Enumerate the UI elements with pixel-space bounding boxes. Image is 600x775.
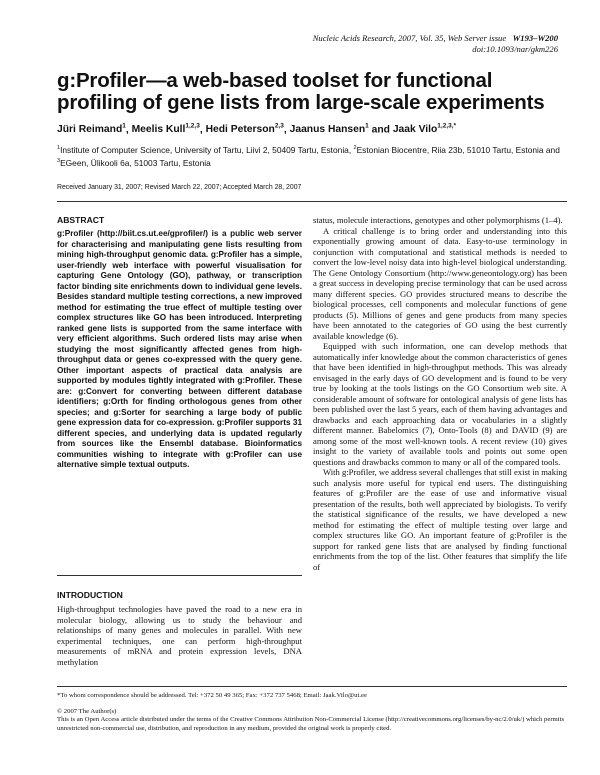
doi: doi:10.1093/nar/gkm226 (472, 43, 558, 54)
page-range: W193–W200 (512, 33, 558, 43)
left-column (57, 215, 302, 471)
introduction-section (57, 590, 302, 667)
section-separator (57, 575, 302, 576)
footnote-rule (57, 686, 567, 687)
received-dates: Received January 31, 2007; Revised March 22, 2007; Accepted March 28, 2007 (57, 184, 302, 191)
introduction-heading: INTRODUCTION (57, 590, 123, 600)
author: Hedi Peterson$^{2,3}$ (205, 123, 284, 136)
abstract-text: g:Profiler (http://biit.cs.ut.ee/gprofiler/) is a public web server for characterising and manipulating gene lists resulting from mining high-throughput genomic data. g:Profiler has a simple, user-friendly web interface with powerful visualisation for capturing Gene Ontology (GO), pathway, or transcription factor binding site enrichments down to individual gene levels. Besides standard multiple testing corrections, a new improved method for estimating the true effect of multiple testing over complex structures like GO has been introduced. Interpreting ranked gene lists is supported from the same interface with very efficient algorithms. Such ordered lists may arise when studying the most significantly affected genes from high-throughput data or genes co-expressed with the query gene. Other important aspects of practical data analysis are supported by modules tightly integrated with g:Profiler. These are: g:Convert for converting between different database identifiers; g:Orth for finding orthologous genes from other species; and g:Sorter for searching a large body of public gene expression data for co-expression. g:Profiler supports 31 different species, and underlying data is updated regularly from sources like the Ensembl database. Bioinformatics communities wishing to integrate with g:Profiler can use alternative simple textual outputs. (57, 229, 302, 469)
author: Jaak Vilo$^{1,2,3,*}$ (392, 123, 457, 136)
journal-header (313, 33, 558, 54)
body-paragraph: A critical challenge is to bring order and understanding into this exponentially growing amount of data. Easy-to-use terminology in conjunction with computational and statistical methods is needed to convert the low-level noisy data into high-level biological understanding. The Gene Ontology Consortium (http://www.geneontology.org) has been a great success in developing precise terminology that can be used across many different species. GO provides structured means to describe the biological processes, cell components and molecular functions of gene products (5). Millions of genes and gene products from many species have been annotated to the categories of GO using the best currently available knowledge (6). (313, 225, 567, 341)
affiliations: $^1$Institute of Computer Science, University of Tartu, Liivi 2, 50409 Tartu, Estonia, $^2$Estonian Biocentre, Riia 23b, 51010 Tartu, Estonia and $^3$EGeen, Ülikooli 6a, 51003 Tartu, Estonia (57, 144, 560, 169)
body-paragraph: With g:Profiler, we address several challenges that still exist in making such analysis more useful for typical end users. The distinguishing features of g:Profiler are the ease of use and informative visual presentation of the results, both well appreciated by biologists. To verify the statistical significance of the results, we have developed a new method for estimating the effect of multiple testing over large and complex structures like GO. An important feature of g:Profiler is the support for ranked gene lists that are analysed by finding functional enrichments from the top of the list. Other features that simplify the life of (313, 467, 567, 572)
abstract-heading: ABSTRACT (57, 215, 105, 225)
header-rule (57, 201, 567, 202)
right-column (313, 215, 567, 572)
license-text: This is an Open Access article distributed under the terms of the Creative Commons Attribution Non-Commercial License (http://creativecommons.org/licenses/by-nc/2.0/uk/) which permits unrestricted non-commercial use, distribution, and reproduction in any medium, provided the original work is properly cited. (57, 716, 565, 732)
journal-line: Nucleic Acids Research, 2007, Vol. 35, Web Server issue W193–W200 (312, 33, 558, 43)
author: Jaanus Hansen$^1$ (289, 123, 369, 136)
author: Meelis Kull$^{1,2,3}$ (131, 123, 200, 136)
paper-title: g:Profiler—a web-based toolset for functional profiling of gene lists from large-scale experiments (57, 69, 545, 114)
correspondence-note: *To whom correspondence should be addressed. Tel: +372 50 49 365; Fax: +372 737 5468; Email: Jaak.Vilo@ut.ee (57, 692, 367, 699)
introduction-paragraph: High-throughput technologies have paved the road to a new era in molecular biology, allowing us to study the behaviour and relationships of many genes and molecules in parallel. With new experimental techniques, one can perform high-throughput measurements of mRNA and protein expression levels, DNA methylation (57, 604, 302, 667)
copyright-line: © 2007 The Author(s) (57, 708, 117, 716)
footnotes (57, 692, 567, 733)
body-paragraph: status, molecule interactions, genotypes and other polymorphisms (1–4). (313, 215, 563, 225)
body-paragraph: Equipped with such information, one can develop methods that automatically infer knowledge about the common characteristics of genes that have been identified in high-throughput methods. This was already envisaged in the early days of GO development and is found to be very true by looking at the tools listings on the GO Consortium web site. A considerable amount of software for ontological analysis of gene lists has been published over the last 5 years, each of them having advantages and drawbacks and each approaching data or vocabularies in a slightly different manner. Babelomics (7), Onto-Tools (8) and DAVID (9) are among some of the most well-known tools. A recent review (10) gives insight to the variety of available tools and points out some open questions and drawbacks common to many or all of the compared tools. (313, 341, 567, 467)
author-list: Jüri Reimand$^1$, Meelis Kull$^{1,2,3}$, Hedi Peterson$^{2,3}$, Jaanus Hansen$^1$ and Jaak Vilo$^{1,2,3,*}$ (57, 123, 457, 136)
author: Jüri Reimand$^1$ (57, 123, 126, 136)
